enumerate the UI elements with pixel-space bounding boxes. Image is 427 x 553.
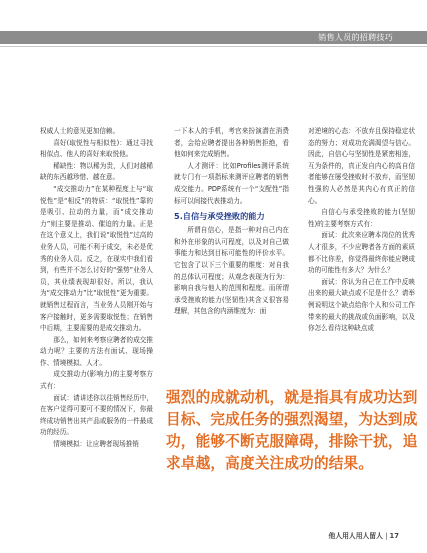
paragraph: 情境模拟：让应聘者现场推销 <box>53 440 139 449</box>
paragraph: 自信心与承受挫败的能力(坚韧性)的主要考察方式有： <box>308 208 415 228</box>
column-2 <box>174 126 289 318</box>
paragraph: 面试：你认为自己在工作中反映出来的最大缺点或不足是什么？请举例说明这个缺点给你个人和公司工作带来的最大的挑战或负面影响，以及你怎么看待这种缺点或 <box>308 277 415 333</box>
paragraph: 稀缺性：物以稀为贵，人们对越稀缺的东西越珍惜、越在意。 <box>40 161 153 182</box>
paragraph: 喜好(取悦性与相似性)：通过寻找相似点、他人的喜好来取悦他。 <box>40 138 153 159</box>
paragraph: 面试：请讲述你以往销售经历中，在客户觉得可要可不要的情况下，你最终成功销售出其产品或服务的一件最成功的经历。 <box>40 393 153 437</box>
footer-text: 他人用人用人留人 <box>328 532 383 540</box>
paragraph: 所谓自信心，是指一种对自己内在和外在形象的认可程度，以及对自己做事能力和达到目标可能性的评价水平。它包含了以下三个重要的维度：对自我的总体认可程度；从观念表现为行为：影响自我与他人的范围和程度。而所谓承受挫败的能力(坚韧性)其含义很容易理解，其包含的内涵维度为：面 <box>174 226 289 316</box>
page-footer <box>329 530 399 540</box>
paragraph: 成交推动力(影响力)的主要考察方式有： <box>40 370 153 391</box>
column-3 <box>308 126 415 335</box>
paragraph: 那么，如何来考察应聘者的成交推动力呢？主要的方法有面试、现场操作、情境模拟、人才。 <box>40 335 153 367</box>
paragraph: 面试：此次来应聘本岗位的优秀人才很多，不少应聘者各方面的素质都不比你差，你觉得最终你能应聘成功的可能性有多大？为什么？ <box>308 231 415 275</box>
paragraph: 人才测评：比如Profiles测评系统就专门有一项指标来测评应聘者的销售成交能力。PDP系统有一个“支配性”指标可以间接代表推动力。 <box>174 161 289 205</box>
paragraph: 对逆境的心态：不放弃且保持稳定状态的努力；对成功充满渴望与信心。因此，自信心与坚韧性是紧密相连，互为条件的，真正发自内心的高自信者能够在屡受挫败时不放弃，而坚韧性强的人必然是其内心有真正的信心。 <box>308 127 415 205</box>
pull-quote: 强烈的成就动机，就是指具有成功达到目标、完成任务的强烈渴望，为达到成功，能够不断克服障碍，排除干扰，追求卓越，高度关注成功的结果。 <box>166 389 418 472</box>
paragraph: 一下本人的手机，考官来扮演潜在消费者，会给应聘者提出各种销售拒绝，看他如何来完成销售。 <box>174 127 289 159</box>
running-header-title: 销售人员的招聘技巧 <box>318 33 393 42</box>
header-rule <box>0 46 427 47</box>
paragraph: 权威人士的意见更加信赖。 <box>40 127 120 135</box>
column-1 <box>40 126 153 451</box>
section-heading: 5.自信与承受挫败的能力 <box>174 211 265 222</box>
page-number: 17 <box>389 532 399 540</box>
paragraph: “成交推动力”在某种程度上与“取悦性”是“相反”的特质：“取悦性”靠的是吸引、拉动的力量，而“成交推动力”则主要是推动、催迫的力量。正是在这个意义上，我们说“取悦性”过高的业务人员，可能不利于成交，未必是优秀的业务人员。反之，在现实中我们看到，有些并不怎么讨好的“强势”业务人员，其业绩表现却很好。所以，我认为“成交推动力”比“取悦性”更为重要。就销售过程而言，当业务人员刚开始与客户接触时，更多需要取悦性；在销售中后期，主要需要的是成交推动力。 <box>40 184 153 333</box>
footer-separator: | <box>385 532 390 540</box>
